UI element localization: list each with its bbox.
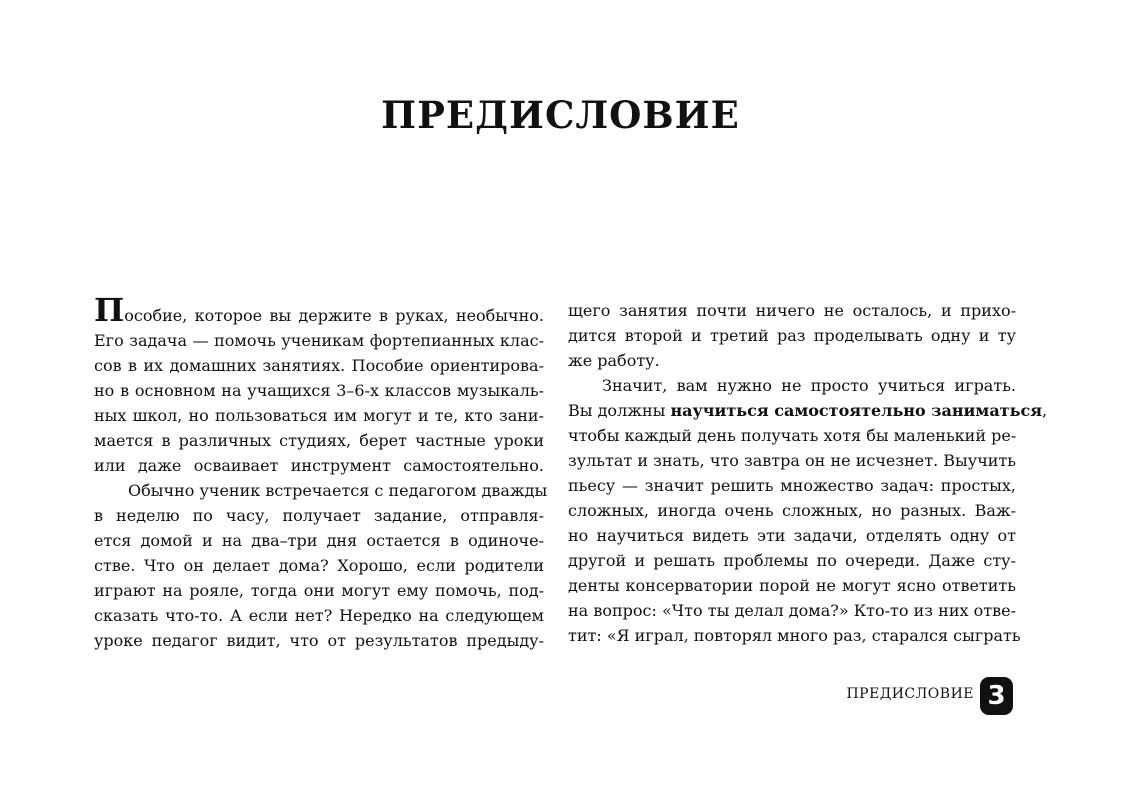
paragraph-4-line: денты консерватории порой не могут ясно ответить [568, 576, 1016, 595]
drop-cap: П [94, 291, 125, 329]
paragraph-4-line: зультат и знать, что завтра он не исчезнет. Выучить [568, 451, 1016, 470]
paragraph-2-line: в неделю по часу, получает задание, отправля- [94, 506, 544, 525]
running-head: ПРЕДИСЛОВИЕ [846, 686, 974, 702]
paragraph-1-line: но в основном на учащихся 3–6-х классов музыкаль- [94, 381, 544, 400]
paragraph-1-line-1: Пособие, которое вы держите в руках, необычно. [94, 291, 544, 329]
paragraph-2-line: стве. Что он делает дома? Хорошо, если родители [94, 556, 544, 575]
paragraph-1-line: или даже осваивает инструмент самостоятельно. [94, 456, 544, 475]
paragraph-2-line: ется домой и на два–три дня остается в одиноче- [94, 531, 544, 550]
paragraph-2-line: уроке педагог видит, что от результатов предыду- [94, 631, 544, 650]
paragraph-2-line: Обычно ученик встречается с педагогом дважды [128, 481, 548, 500]
paragraph-4-line-emphasis: Вы должны научиться самостоятельно заниматься, [568, 401, 1048, 420]
left-column [94, 291, 548, 653]
emphasis-text: научиться самостоятельно заниматься [670, 401, 1043, 420]
paragraph-1-line: ных школ, но пользоваться им могут и те, кто зани- [94, 406, 544, 425]
paragraph-2-line: сказать что-то. А если нет? Нередко на следующем [94, 606, 544, 625]
paragraph-3-line: дится второй и третий раз проделывать одну и ту [568, 326, 1016, 345]
paragraph-4-line: Значит, вам нужно не просто учиться играть. [602, 376, 1016, 395]
paragraph-4-line: тит: «Я играл, повторял много раз, старался сыграть [568, 626, 1021, 645]
page-title: ПРЕДИСЛОВИЕ [381, 93, 740, 137]
paragraph-4-line: но научиться видеть эти задачи, отделять одну от [568, 526, 1016, 545]
paragraph-4-line: чтобы каждый день получать хотя бы маленький ре- [568, 426, 1017, 445]
paragraph-3-line: щего занятия почти ничего не осталось, и прихо- [568, 301, 1016, 320]
paragraph-4-line: другой и решать проблемы по очереди. Даже сту- [568, 551, 1016, 570]
paragraph-4-line: на вопрос: «Что ты делал дома?» Кто-то из них отве- [568, 601, 1016, 620]
paragraph-1-line: мается в различных студиях, берет частные уроки [94, 431, 544, 450]
paragraph-1-line: сов в их домашних занятиях. Пособие ориентирова- [94, 356, 544, 375]
paragraph-2-line: играют на рояле, тогда они могут ему помочь, под- [94, 581, 544, 600]
page-number-badge: 3 [980, 677, 1013, 715]
right-column [568, 298, 1048, 648]
paragraph-1-line: Его задача — помочь ученикам фортепианных клас- [94, 331, 544, 350]
paragraph-4-line: сложных, иногда очень сложных, но разных. Важ- [568, 501, 1016, 520]
paragraph-3-line: же работу. [568, 351, 660, 370]
paragraph-4-line: пьесу — значит решить множество задач: простых, [568, 476, 1016, 495]
